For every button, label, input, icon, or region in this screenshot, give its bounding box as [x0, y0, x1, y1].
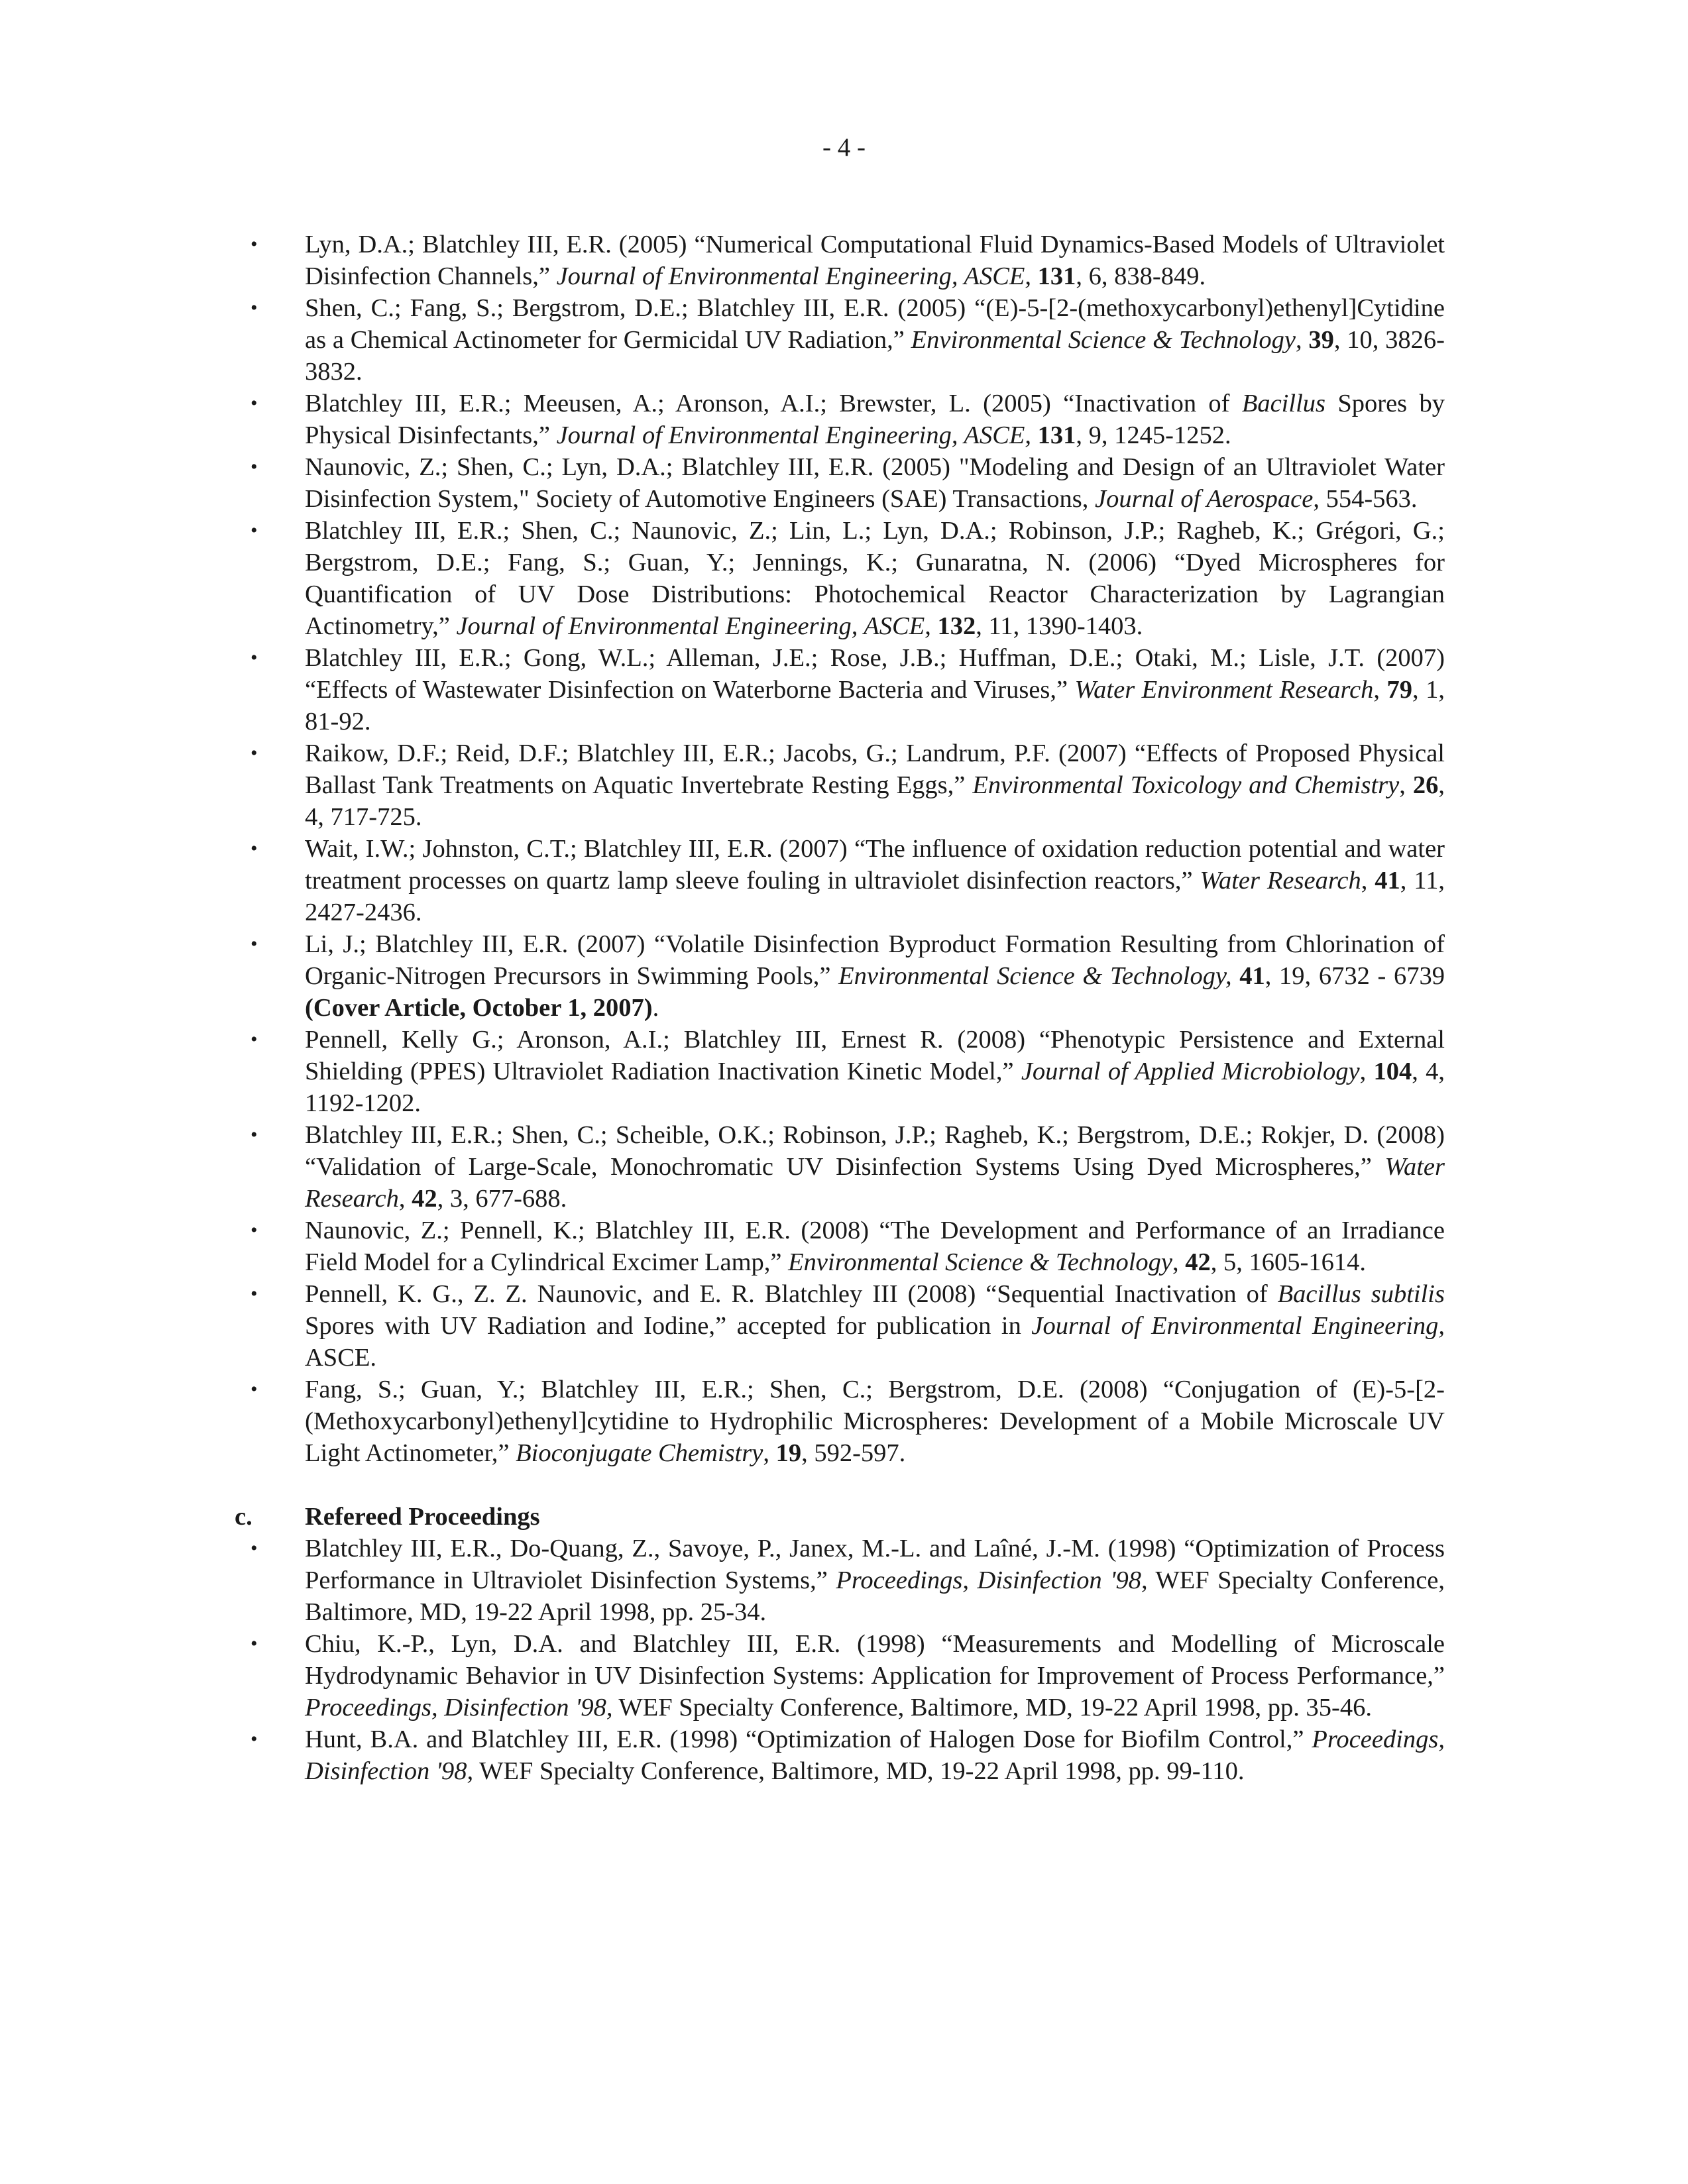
- page-number: - 4 -: [822, 133, 866, 162]
- bullet-icon: •: [251, 647, 258, 669]
- reference-text: Spores by Physical Disinfectants,”: [305, 390, 1445, 449]
- reference-pages: , 11, 2427-2436.: [305, 867, 1445, 926]
- reference-text: ,: [1295, 326, 1309, 354]
- reference-pages: , 3, 677-688.: [437, 1185, 567, 1213]
- reference-venue: Bacillus: [1241, 390, 1326, 417]
- proceedings-reference-list: [235, 1533, 1445, 1787]
- reference-text: Blatchley III, E.R.; Gong, W.L.; Alleman, J.E.; Rose, J.B.; Huffman, D.E.; Otaki, M.; Lisle, J.T. (2007) “Effects of Wastewater Disinfection on Waterborne Bacteria and Viruses,”: [305, 644, 1445, 704]
- reference-text: Shen, C.; Fang, S.; Bergstrom, D.E.; Blatchley III, E.R. (2005) “(E)-5-[2-(methoxycarbonyl)ethenyl]Cytidine as a Chemical Actinometer for Germicidal UV Radiation,”: [305, 294, 1445, 354]
- reference-item: [235, 515, 1445, 642]
- reference-text: Wait, I.W.; Johnston, C.T.; Blatchley III, E.R. (2007) “The influence of oxidation reduction potential and water treatment processes on quartz lamp sleeve fouling in ultraviolet disinfection reactors,”: [305, 835, 1445, 895]
- reference-pages: , 4, 717-725.: [305, 771, 1445, 831]
- reference-pages: , 11, 1390-1403.: [976, 612, 1143, 640]
- reference-volume: 41: [1239, 962, 1265, 990]
- reference-text: Pennell, K. G., Z. Z. Naunovic, and E. R. Blatchley III (2008) “Sequential Inactivation of: [305, 1280, 1278, 1308]
- bullet-icon: •: [251, 1537, 258, 1559]
- bullet-icon: •: [251, 1378, 258, 1400]
- reference-text: Chiu, K.-P., Lyn, D.A. and Blatchley III, E.R. (1998) “Measurements and Modelling of Microscale Hydrodynamic Behavior in UV Disinfection Systems: Application for Improvement of Process Performance,”: [305, 1630, 1445, 1690]
- reference-venue: Journal of Applied Microbiology: [1021, 1058, 1360, 1085]
- reference-venue: Proceedings, Disinfection '98,: [305, 1725, 1445, 1785]
- reference-pages: 554-563.: [1325, 485, 1418, 513]
- reference-pages: WEF Specialty Conference, Baltimore, MD, 19-22 April 1998, pp. 25-34.: [305, 1566, 1445, 1626]
- reference-venue: Journal of Aerospace: [1095, 485, 1314, 513]
- reference-item: [235, 451, 1445, 515]
- bullet-icon: •: [251, 297, 258, 319]
- reference-item: [235, 642, 1445, 737]
- reference-pages: , 5, 1605-1614.: [1210, 1248, 1366, 1276]
- reference-venue: Environmental Science & Technology: [788, 1248, 1173, 1276]
- reference-item: [235, 1723, 1445, 1787]
- reference-text: Fang, S.; Guan, Y.; Blatchley III, E.R.; Shen, C.; Bergstrom, D.E. (2008) “Conjugation of (E)-5-[2-(Methoxycarbonyl)ethenyl]cytidine to Hydrophilic Microspheres: Development of a Mobile Microscale UV Light Actinometer,”: [305, 1376, 1445, 1467]
- bullet-icon: •: [251, 838, 258, 859]
- bullet-icon: •: [251, 392, 258, 414]
- reference-text: .: [652, 994, 659, 1022]
- reference-item: [235, 737, 1445, 833]
- reference-text: Blatchley III, E.R.; Meeusen, A.; Aronson, A.I.; Brewster, L. (2005) “Inactivation of: [305, 390, 1242, 417]
- reference-volume: 132: [937, 612, 976, 640]
- reference-item: [235, 1024, 1445, 1119]
- bullet-icon: •: [251, 1283, 258, 1305]
- reference-volume: 131: [1037, 262, 1076, 290]
- reference-text: Naunovic, Z.; Pennell, K.; Blatchley III, E.R. (2008) “The Development and Performance of an Irradiance Field Model for a Cylindrical Excimer Lamp,”: [305, 1217, 1445, 1276]
- reference-volume: 104: [1373, 1058, 1412, 1085]
- reference-text: Blatchley III, E.R., Do-Quang, Z., Savoye, P., Janex, M.-L. and Laîné, J.-M. (1998) “Optimization of Process Performance in Ultraviolet Disinfection Systems,”: [305, 1535, 1445, 1594]
- bullet-icon: •: [251, 1124, 258, 1146]
- reference-pages: , 19, 6732 - 6739: [1265, 962, 1445, 990]
- reference-text: [1232, 962, 1240, 990]
- reference-volume: 42: [412, 1185, 437, 1213]
- reference-text: ,: [1361, 867, 1375, 895]
- reference-item: [235, 292, 1445, 388]
- reference-pages: WEF Specialty Conference, Baltimore, MD, 19-22 April 1998, pp. 99-110.: [473, 1757, 1245, 1785]
- reference-text: Lyn, D.A.; Blatchley III, E.R. (2005) “Numerical Computational Fluid Dynamics-Based Models of Ultraviolet Disinfection Channels,”: [305, 231, 1445, 290]
- reference-text: ,: [1313, 485, 1326, 513]
- reference-item: [235, 1628, 1445, 1723]
- reference-venue: Environmental Science & Technology,: [838, 962, 1232, 990]
- bullet-icon: •: [251, 1633, 258, 1655]
- reference-text: Hunt, B.A. and Blatchley III, E.R. (1998) “Optimization of Halogen Dose for Biofilm Control,”: [305, 1725, 1312, 1753]
- reference-pages: , 4, 1192-1202.: [305, 1058, 1445, 1117]
- reference-venue: Water Research: [1200, 867, 1361, 895]
- reference-text: ,: [1172, 1248, 1186, 1276]
- reference-text: Blatchley III, E.R.; Shen, C.; Scheible, O.K.; Robinson, J.P.; Ragheb, K.; Bergstrom, D.E.; Rokjer, D. (2008) “Validation of Large-Scale, Monochromatic UV Disinfection Systems Using Dyed Microspheres,”: [305, 1121, 1445, 1181]
- reference-volume: 42: [1185, 1248, 1211, 1276]
- journal-reference-list: [235, 229, 1445, 1469]
- reference-text: ,: [1373, 676, 1387, 704]
- bullet-icon: •: [251, 233, 258, 255]
- reference-volume: 131: [1037, 421, 1076, 449]
- reference-volume: 41: [1375, 867, 1400, 895]
- section-letter: c.: [235, 1503, 253, 1531]
- reference-item: [235, 1215, 1445, 1278]
- reference-text: Pennell, Kelly G.; Aronson, A.I.; Blatchley III, Ernest R. (2008) “Phenotypic Persistence and External Shielding (PPES) Ultraviolet Radiation Inactivation Kinetic Model,”: [305, 1026, 1445, 1085]
- bullet-icon: •: [251, 933, 258, 955]
- reference-pages: WEF Specialty Conference, Baltimore, MD, 19-22 April 1998, pp. 35-46.: [612, 1694, 1372, 1721]
- reference-pages: , 10, 3826-3832.: [305, 326, 1445, 386]
- reference-pages: , 9, 1245-1252.: [1076, 421, 1231, 449]
- reference-item: [235, 1533, 1445, 1628]
- reference-venue: Environmental Toxicology and Chemistry: [972, 771, 1400, 799]
- reference-text: [931, 612, 938, 640]
- document-body: [235, 229, 1445, 1787]
- reference-text: ,: [1399, 771, 1413, 799]
- bullet-icon: •: [251, 1728, 258, 1750]
- reference-venue: Proceedings, Disinfection '98,: [836, 1566, 1148, 1594]
- reference-text: Blatchley III, E.R.; Shen, C.; Naunovic, Z.; Lin, L.; Lyn, D.A.; Robinson, J.P.; Ragheb, K.; Grégori, G.; Bergstrom, D.E.; Fang, S.; Guan, Y.; Jennings, K.; Gunaratna, N. (2006) “Dyed Microspheres for Quantification of UV Dose Distributions: Photochemical Reactor Characterization by Lagrangian Actinometry,”: [305, 517, 1445, 640]
- reference-volume: 26: [1412, 771, 1439, 799]
- reference-venue: Journal of Environmental Engineering, ASCE,: [556, 421, 1032, 449]
- bullet-icon: •: [251, 1219, 258, 1241]
- reference-pages: , 6, 838-849.: [1076, 262, 1206, 290]
- reference-pages: , 1, 81-92.: [305, 676, 1445, 736]
- bullet-icon: •: [251, 1028, 258, 1050]
- reference-text: ,: [1359, 1058, 1374, 1085]
- bullet-icon: •: [251, 742, 258, 764]
- reference-volume: 39: [1308, 326, 1334, 354]
- reference-item: [235, 1374, 1445, 1469]
- reference-venue: Journal of Environmental Engineering, ASCE,: [456, 612, 931, 640]
- bullet-icon: •: [251, 456, 258, 478]
- reference-text: ,: [398, 1185, 412, 1213]
- reference-item: [235, 833, 1445, 928]
- reference-volume: 19: [775, 1439, 802, 1467]
- reference-pages: ASCE.: [305, 1344, 377, 1372]
- reference-volume: 79: [1386, 676, 1413, 704]
- reference-venue: Bioconjugate Chemistry: [516, 1439, 763, 1467]
- reference-venue: Bacillus subtilis: [1277, 1280, 1445, 1308]
- section-title: Refereed Proceedings: [305, 1503, 540, 1531]
- reference-venue: Water Research: [305, 1153, 1445, 1213]
- reference-text: Naunovic, Z.; Shen, C.; Lyn, D.A.; Blatchley III, E.R. (2005) "Modeling and Design of an Ultraviolet Water Disinfection System," Society of Automotive Engineers (SAE) Transactions,: [305, 453, 1445, 513]
- reference-text: [1031, 262, 1038, 290]
- bullet-icon: •: [251, 519, 258, 541]
- reference-venue: Proceedings, Disinfection '98,: [305, 1694, 613, 1721]
- section-heading-refereed-proceedings: [235, 1501, 1445, 1533]
- reference-venue: Water Environment Research: [1074, 676, 1374, 704]
- reference-venue: Journal of Environmental Engineering,: [1031, 1312, 1445, 1340]
- reference-venue: Environmental Science & Technology: [911, 326, 1296, 354]
- reference-item: [235, 229, 1445, 292]
- reference-item: [235, 1278, 1445, 1374]
- reference-note: (Cover Article, October 1, 2007): [305, 994, 653, 1022]
- reference-venue: Journal of Environmental Engineering, ASCE,: [556, 262, 1032, 290]
- reference-item: [235, 388, 1445, 451]
- reference-pages: , 592-597.: [801, 1439, 906, 1467]
- reference-text: Spores with UV Radiation and Iodine,” accepted for publication in: [305, 1312, 1032, 1340]
- reference-text: ,: [763, 1439, 776, 1467]
- reference-text: Li, J.; Blatchley III, E.R. (2007) “Volatile Disinfection Byproduct Formation Resulting from Chlorination of Organic-Nitrogen Precursors in Swimming Pools,”: [305, 930, 1445, 990]
- reference-item: [235, 928, 1445, 1024]
- reference-text: Raikow, D.F.; Reid, D.F.; Blatchley III, E.R.; Jacobs, G.; Landrum, P.F. (2007) “Effects of Proposed Physical Ballast Tank Treatments on Aquatic Invertebrate Resting Eggs,”: [305, 739, 1445, 799]
- reference-item: [235, 1119, 1445, 1215]
